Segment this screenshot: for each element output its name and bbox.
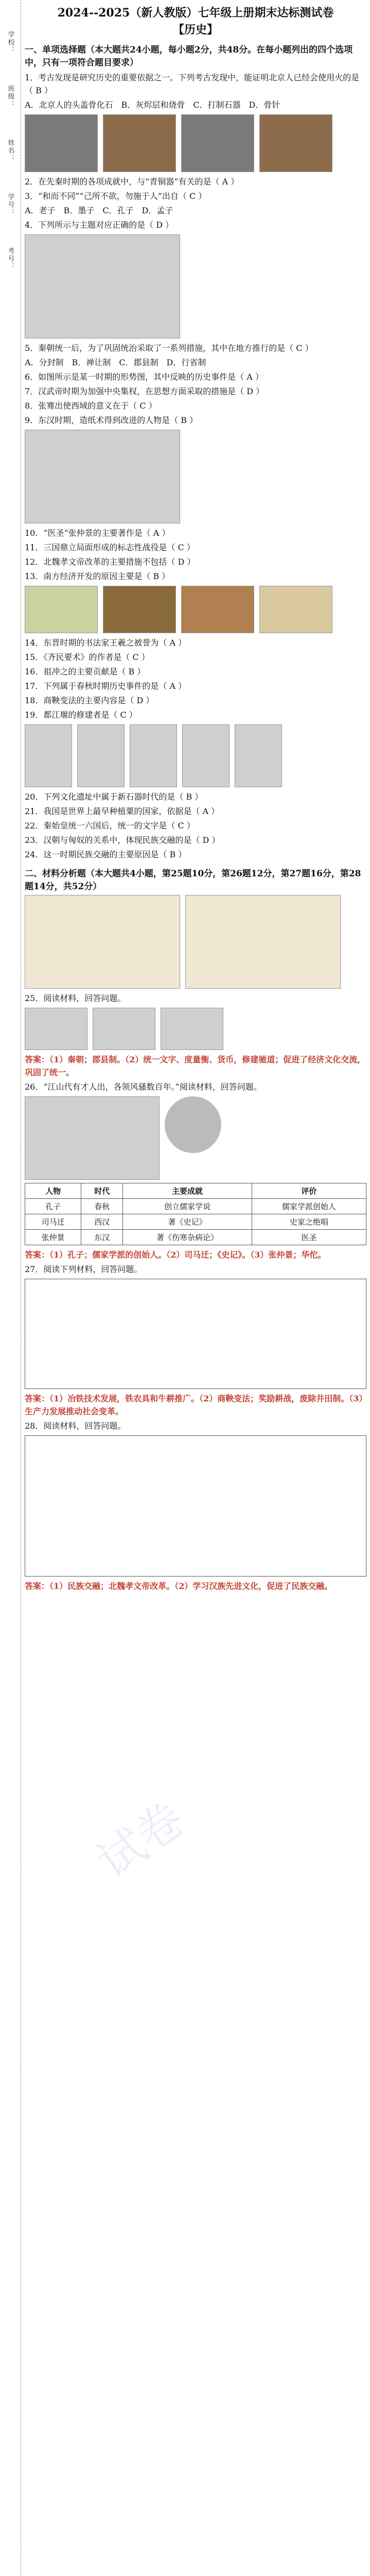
table-cell: 著《伤寒杂病论》 <box>123 1230 252 1245</box>
question-4: 4．下列所示与主题对应正确的是（ D ） <box>25 220 174 230</box>
question-25: 25．阅读材料，回答问题。 <box>25 993 126 1003</box>
table-cell: 创立儒家学说 <box>123 1199 252 1214</box>
table-cell: 孔子 <box>25 1199 81 1214</box>
artifact-image <box>181 114 254 172</box>
question-5-options: A．分封制 B．禅让制 C．郡县制 D．行省制 <box>25 358 206 367</box>
question-22: 22．秦始皇统一六国后，统一的文字是（ C ） <box>25 821 195 831</box>
table-cell: 西汉 <box>81 1214 123 1230</box>
question-7: 7．汉武帝时期为加强中央集权，在思想方面采取的措施是（ D ） <box>25 386 265 396</box>
table-cell: 司马迁 <box>25 1214 81 1230</box>
figure-row-bronze <box>25 114 366 172</box>
material-box-28 <box>25 1435 366 1577</box>
question-18: 18．商鞅变法的主要内容是（ D ） <box>25 696 154 705</box>
artifact-image-2 <box>259 114 332 172</box>
grain-image-2 <box>181 586 254 633</box>
question-16: 16．祖冲之的主要贡献是（ B ） <box>25 667 146 676</box>
question-24: 24．这一时期民族交融的主要原因是（ B ） <box>25 850 187 859</box>
table-row <box>25 1199 366 1214</box>
figure-portrait-4 <box>182 724 230 787</box>
material-box-27 <box>25 1279 366 1389</box>
figure-portrait-5 <box>235 724 282 787</box>
table-row <box>25 1230 366 1245</box>
section-choice-heading: 一、单项选择题（本大题共24小题，每小题2分，共48分。在每小题列出的四个选项中，只有一项符合题目要求） <box>25 45 353 68</box>
watermark: 试卷 <box>88 1791 195 1889</box>
grain-image-3 <box>259 586 332 633</box>
figure-row-maps <box>25 895 366 989</box>
table-header-cell: 时代 <box>81 1183 123 1199</box>
table-header-cell: 人物 <box>25 1183 81 1199</box>
table-header-cell: 主要成就 <box>123 1183 252 1199</box>
table-cell: 史家之绝唱 <box>252 1214 366 1230</box>
question-28-answer: 答案：（1）民族交融；北魏孝文帝改革。（2）学习汉族先进文化，促进了民族交融。 <box>25 1581 333 1591</box>
exam-subject: 【历史】 <box>172 23 218 37</box>
sidebar-school: 学校： <box>6 31 14 54</box>
question-5: 5．秦朝统一后，为了巩固统治采取了一系列措施，其中在地方推行的是（ C ） <box>25 343 313 353</box>
figure-row-4 <box>25 234 366 338</box>
question-6: 6．如图所示是某一时期的形势图，其中反映的历史事件是（ A ） <box>25 372 263 382</box>
bronze-ding-image <box>25 114 98 172</box>
seed-image <box>103 586 176 633</box>
question-3-options: A．老子 B．墨子 C．孔子 D．孟子 <box>25 206 173 215</box>
section-material-heading: 二、材料分析题（本大题共4小题，第25题10分，第26题12分，第27题16分，第28题14分，共52分） <box>25 869 361 892</box>
sidebar-exam-id: 考号： <box>6 247 14 270</box>
sidebar-number: 学号： <box>6 193 14 216</box>
question-10: 10．“医圣”张仲景的主要著作是（ A ） <box>25 528 170 538</box>
question-3: 3．“和而不同”“己所不欲，勿施于人”出自（ C ） <box>25 191 207 201</box>
table-cell: 著《史记》 <box>123 1214 252 1230</box>
bronze-vessel-image <box>103 114 176 172</box>
historic-photo <box>25 234 180 338</box>
grain-image <box>25 586 98 633</box>
table-cell: 东汉 <box>81 1230 123 1245</box>
question-17: 17．下列属于春秋时期历史事件的是（ A ） <box>25 681 187 691</box>
figure-row-figures <box>25 724 366 787</box>
table-cell: 春秋 <box>81 1199 123 1214</box>
seal-image <box>165 1096 221 1153</box>
exam-binding-margin <box>0 0 21 2576</box>
question-9: 9．东汉时期，造纸术得到改进的人物是（ B ） <box>25 415 198 425</box>
question-26: 26．“江山代有才人出，各领风骚数百年。”阅读材料，回答问题。 <box>25 1082 262 1092</box>
question-8: 8．张骞出使西域的意义在于（ C ） <box>25 401 157 411</box>
question-13: 13．南方经济开发的原因主要是（ B ） <box>25 571 170 581</box>
measure-image <box>93 1008 155 1050</box>
script-image <box>161 1008 223 1050</box>
question-28: 28．阅读材料，回答问题。 <box>25 1421 126 1431</box>
sidebar-class: 班级： <box>6 85 14 108</box>
stone-artifacts-photo <box>25 430 180 523</box>
question-1: 1．考古发现是研究历史的重要依据之一。下列考古发现中，能证明北京人已经会使用火的是（ B ） <box>25 73 360 95</box>
table-cell: 张仲景 <box>25 1230 81 1245</box>
coin-image <box>25 1008 87 1050</box>
figure-row-26 <box>25 1096 366 1180</box>
map-left <box>25 895 180 989</box>
map-right <box>185 895 341 989</box>
table-cell: 医圣 <box>252 1230 366 1245</box>
table-cell: 儒家学派创始人 <box>252 1199 366 1214</box>
question-19: 19．都江堰的修建者是（ C ） <box>25 710 137 720</box>
table-header-cell: 评价 <box>252 1183 366 1199</box>
question-26-answer: 答案：（1）孔子；儒家学派的创始人。（2）司马迁；《史记》。（3）张仲景；华佗。 <box>25 1250 326 1260</box>
question-12: 12．北魏孝文帝改革的主要措施不包括（ D ） <box>25 557 196 567</box>
question-25-answer: 答案：（1）秦朝；郡县制。（2）统一文字、度量衡、货币，修建驰道；促进了经济文化交流，巩固了统一。 <box>25 1055 366 1077</box>
figure-row-coins <box>25 1008 366 1050</box>
sidebar-name: 姓名： <box>6 139 14 162</box>
figure-row-stone <box>25 430 366 523</box>
exam-page <box>25 0 366 2576</box>
question-11: 11．三国鼎立局面形成的标志性战役是（ C ） <box>25 543 195 552</box>
landscape-photo <box>25 1096 160 1180</box>
question-1-options: A．北京人的头盖骨化石 B．灰烬层和烧骨 C．打制石器 D．骨针 <box>25 100 280 110</box>
table-row <box>25 1214 366 1230</box>
table-people <box>25 1183 366 1245</box>
figure-portrait-3 <box>130 724 177 787</box>
question-21: 21．我国是世界上最早种植粟的国家，依据是（ A ） <box>25 806 220 816</box>
question-23: 23．汉朝与匈奴的关系中，体现民族交融的是（ D ） <box>25 835 220 845</box>
figure-portrait-2 <box>77 724 125 787</box>
exam-title: 2024--2025（新人教版）七年级上册期末达标测试卷 <box>57 6 334 20</box>
question-27-answer: 答案：（1）冶铁技术发展，铁农具和牛耕推广。（2）商鞅变法；奖励耕战，废除井田制。（3）生产力发展推动社会变革。 <box>25 1394 363 1416</box>
question-14: 14．东晋时期的书法家王羲之被誉为（ A ） <box>25 638 187 648</box>
question-27: 27．阅读下列材料，回答问题。 <box>25 1264 143 1274</box>
question-15: 15．《齐民要术》的作者是（ C ） <box>25 652 150 662</box>
question-20: 20．下列文化遗址中属于新石器时代的是（ B ） <box>25 792 203 802</box>
question-2: 2．在先秦时期的各项成就中，与“青铜器”有关的是（ A ） <box>25 177 239 187</box>
figure-row-grain <box>25 586 366 633</box>
figure-portrait-1 <box>25 724 72 787</box>
